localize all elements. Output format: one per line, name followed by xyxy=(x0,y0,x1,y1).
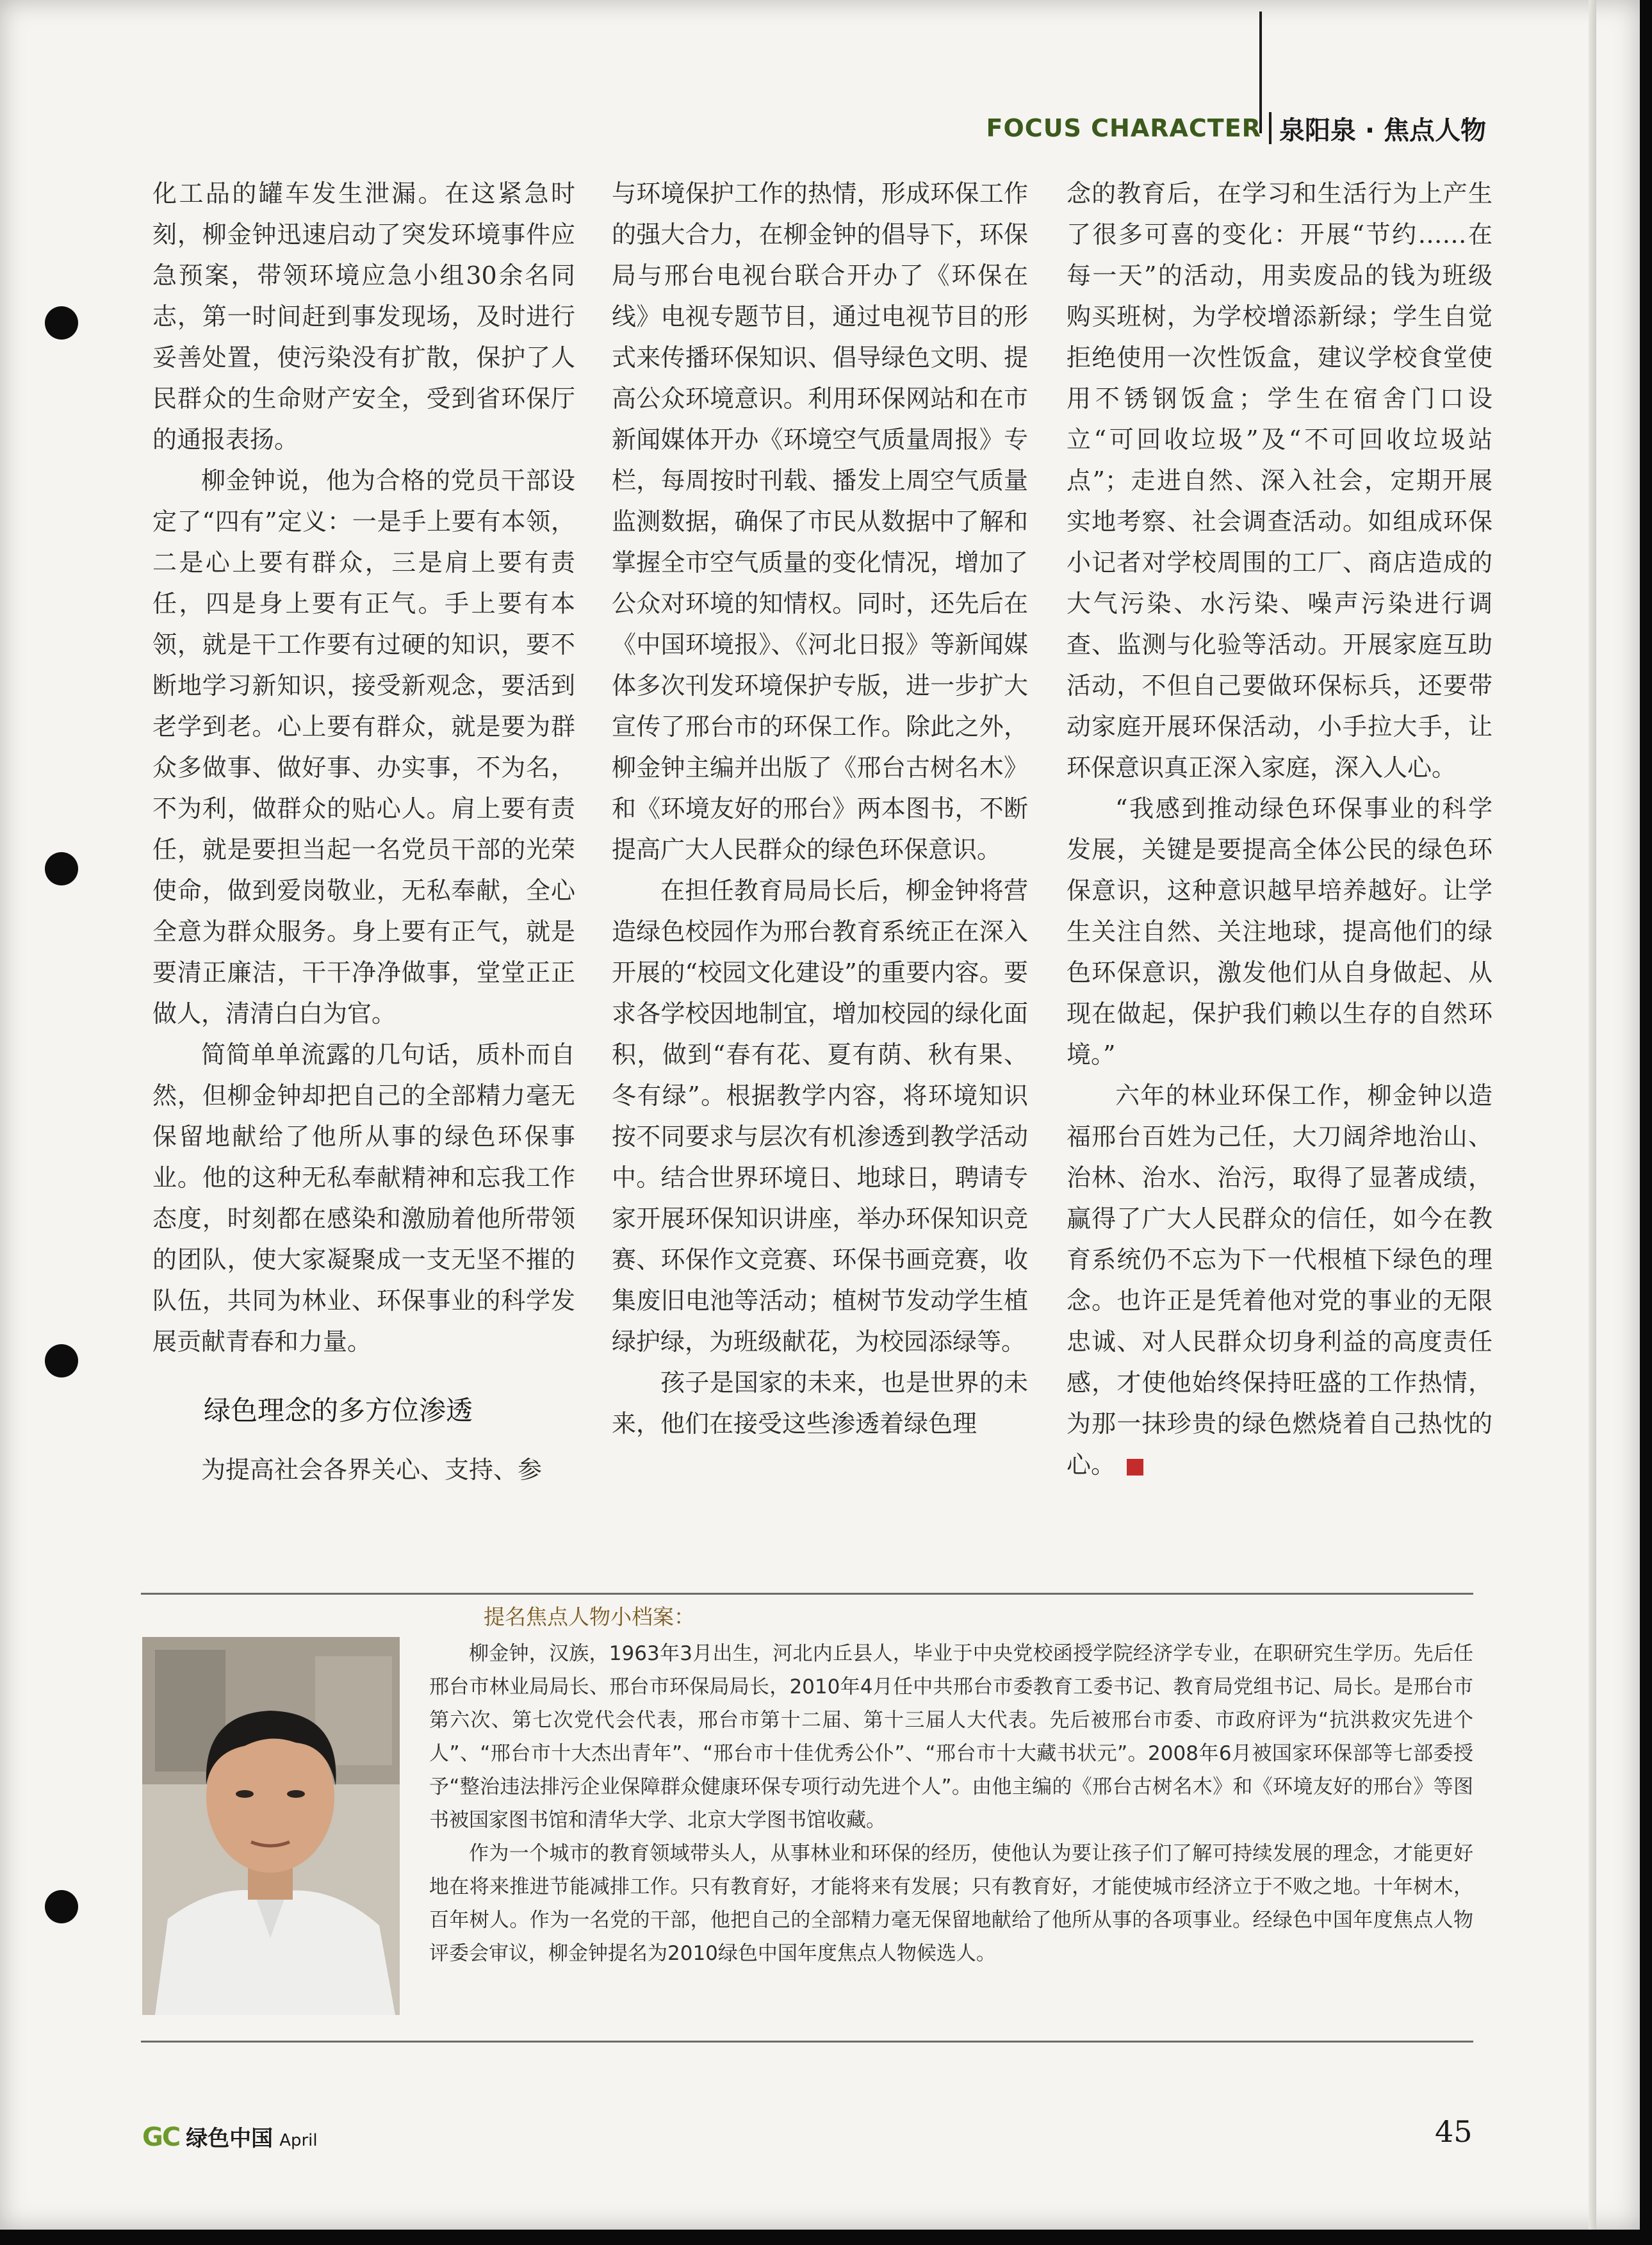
punch-hole xyxy=(45,306,78,340)
issue-month: April xyxy=(279,2131,318,2150)
paragraph: “我感到推动绿色环保事业的科学发展，关键是要提高全体公民的绿色环保意识，这种意识越早培养越好。让学生关注自然、关注地球，提高他们的绿色环保意识，激发他们从自身做起、从现在做起，保护我们赖以生存的自然环境。” xyxy=(1067,794,1493,1069)
subheading: 绿色理念的多方位渗透 xyxy=(204,1395,473,1426)
paragraph: 柳金钟说，他为合格的党员干部设定了“四有”定义：一是手上要有本领，二是心上要有群众，三是肩上要有责任，四是身上要有正气。手上要有本领，就是干工作要有过硬的知识，要不断地学习新知识，接受新观念，要活到老学到老。心上要有群众，就是要为群众多做事、做好事、办实事，不为名，不为利，做群众的贴心人。肩上要有责任，就是要担当起一名党员干部的光荣使命，做到爱岗敬业，无私奉献，全心全意为群众服务。身上要有正气，就是要清正廉洁，干干净净做事，堂堂正正做人，清清白白为官。 xyxy=(152,466,575,1028)
profile-text xyxy=(429,1637,1473,1970)
page-footer xyxy=(142,2121,318,2152)
profile-top-rule xyxy=(141,1593,1473,1595)
paragraph: 简简单单流露的几句话，质朴而自然，但柳金钟却把自己的全部精力毫无保留地献给了他所从事的绿色环保事业。他的这种无私奉献精神和忘我工作态度，时刻都在感染和激励着他所带领的团队，使大家凝聚成一支无坚不摧的队伍，共同为林业、环保事业的科学发展贡献青春和力量。 xyxy=(152,1040,575,1356)
paragraph: 化工品的罐车发生泄漏。在这紧急时刻，柳金钟迅速启动了突发环境事件应急预案，带领环境应急小组30余名同志，第一时间赶到事发现场，及时进行妥善处置，使污染没有扩散，保护了人民群众的生命财产安全，受到省环保厅的通报表扬。 xyxy=(152,179,575,454)
page-number: 45 xyxy=(1435,2114,1473,2149)
punch-hole xyxy=(45,852,78,885)
portrait-illustration xyxy=(142,1637,400,2015)
portrait-photo xyxy=(142,1637,400,2015)
paragraph: 与环境保护工作的热情，形成环保工作的强大合力，在柳金钟的倡导下，环保局与邢台电视台联合开办了《环保在线》电视专题节目，通过电视节目的形式来传播环保知识、倡导绿色文明、提高公众环境意识。利用环保网站和在市新闻媒体开办《环境空气质量周报》专栏，每周按时刊载、播发上周空气质量监测数据，确保了市民从数据中了解和掌握全市空气质量的变化情况，增加了公众对环境的知情权。同时，还先后在《中国环境报》、《河北日报》等新闻媒体多次刊发环境保护专版，进一步扩大宣传了邢台市的环保工作。除此之外，柳金钟主编并出版了《邢台古树名木》和《环境友好的邢台》两本图书，不断提高广大人民群众的绿色环保意识。 xyxy=(612,179,1028,864)
profile-paragraph: 作为一个城市的教育领域带头人，从事林业和环保的经历，使他认为要让孩子们了解可持续发展的理念，才能更好地在将来推进节能减排工作。只有教育好，才能将来有发展；只有教育好，才能使城市经济立于不败之地。十年树木，百年树人。作为一名党的干部，他把自己的全部精力毫无保留地献给了他所从事的各项事业。经绿色中国年度焦点人物评委会审议，柳金钟提名为2010绿色中国年度焦点人物候选人。 xyxy=(429,1842,1473,1965)
magazine-name: 绿色中国 xyxy=(186,2126,274,2151)
paragraph xyxy=(1067,1075,1493,1485)
paragraph: 为提高社会各界关心、支持、参 xyxy=(201,1456,543,1484)
section-label: 泉阳泉 · 焦点人物 xyxy=(1279,115,1486,145)
page-edge xyxy=(1589,0,1596,2230)
header-separator xyxy=(1269,112,1272,144)
profile-bottom-rule xyxy=(141,2041,1473,2043)
profile-title: 提名焦点人物小档案： xyxy=(484,1604,695,1629)
paragraph-text: 六年的林业环保工作，柳金钟以造福邢台百姓为己任，大刀阔斧地治山、治林、治水、治污，取得了显著成绩，赢得了广大人民群众的信任，如今在教育系统仍不忘为下一代根植下绿色的理念。也许正是凭着他对党的事业的无限忠诚、对人民群众切身利益的高度责任感，才使他始终保持旺盛的工作热情，为那一抹珍贵的绿色燃烧着自己热忱的心。 xyxy=(1067,1081,1493,1479)
paragraph: 孩子是国家的未来，也是世界的未来，他们在接受这些渗透着绿色理 xyxy=(612,1369,1028,1438)
end-of-article-mark xyxy=(1127,1459,1143,1476)
article-column-3 xyxy=(1067,173,1493,1485)
paragraph: 念的教育后，在学习和生活行为上产生了很多可喜的变化：开展“节约……在每一天”的活动，用卖废品的钱为班级购买班树，为学校增添新绿；学生自觉拒绝使用一次性饭盒，建议学校食堂使用不锈钢饭盒；学生在宿舍门口设立“可回收垃圾”及“不可回收垃圾站点”；走进自然、深入社会，定期开展实地考察、社会调查活动。如组成环保小记者对学校周围的工厂、商店造成的大气污染、水污染、噪声污染进行调查、监测与化验等活动。开展家庭互助活动，不但自己要做环保标兵，还要带动家庭开展环保活动，小手拉大手，让环保意识真正深入家庭，深入人心。 xyxy=(1067,179,1493,782)
page-header xyxy=(974,109,1486,147)
punch-hole xyxy=(45,1890,78,1923)
profile-paragraph: 柳金钟，汉族，1963年3月出生，河北内丘县人，毕业于中央党校函授学院经济学专业，在职研究生学历。先后任邢台市林业局局长、邢台市环保局局长，2010年4月任中共邢台市委教育工委书记、教育局党组书记、局长。是邢台市第六次、第七次党代会代表，邢台市第十二届、第十三届人大代表。先后被邢台市委、市政府评为“抗洪救灾先进个人”、“邢台市十大杰出青年”、“邢台市十佳优秀公仆”、“邢台市十大藏书状元”。2008年6月被国家环保部等七部委授予“整治违法排污企业保障群众健康环保专项行动先进个人”。由他主编的《邢台古树名木》和《环境友好的邢台》等图书被国家图书馆和清华大学、北京大学图书馆收藏。 xyxy=(429,1642,1474,1832)
focus-character-label: FOCUS CHARACTER xyxy=(986,114,1261,142)
article-column-2 xyxy=(612,173,1028,1444)
punch-hole xyxy=(45,1344,78,1377)
article-column-1 xyxy=(152,173,575,1490)
paragraph: 在担任教育局局长后，柳金钟将营造绿色校园作为邢台教育系统正在深入开展的“校园文化建设”的重要内容。要求各学校因地制宜，增加校园的绿化面积，做到“春有花、夏有荫、秋有果、冬有绿”。根据教学内容，将环境知识按不同要求与层次有机渗透到教学活动中。结合世界环境日、地球日，聘请专家开展环保知识讲座，举办环保知识竞赛、环保作文竞赛、环保书画竞赛，收集废旧电池等活动；植树节发动学生植绿护绿，为班级献花，为校园添绿等。 xyxy=(612,876,1028,1356)
gc-logo: GC xyxy=(142,2123,180,2152)
